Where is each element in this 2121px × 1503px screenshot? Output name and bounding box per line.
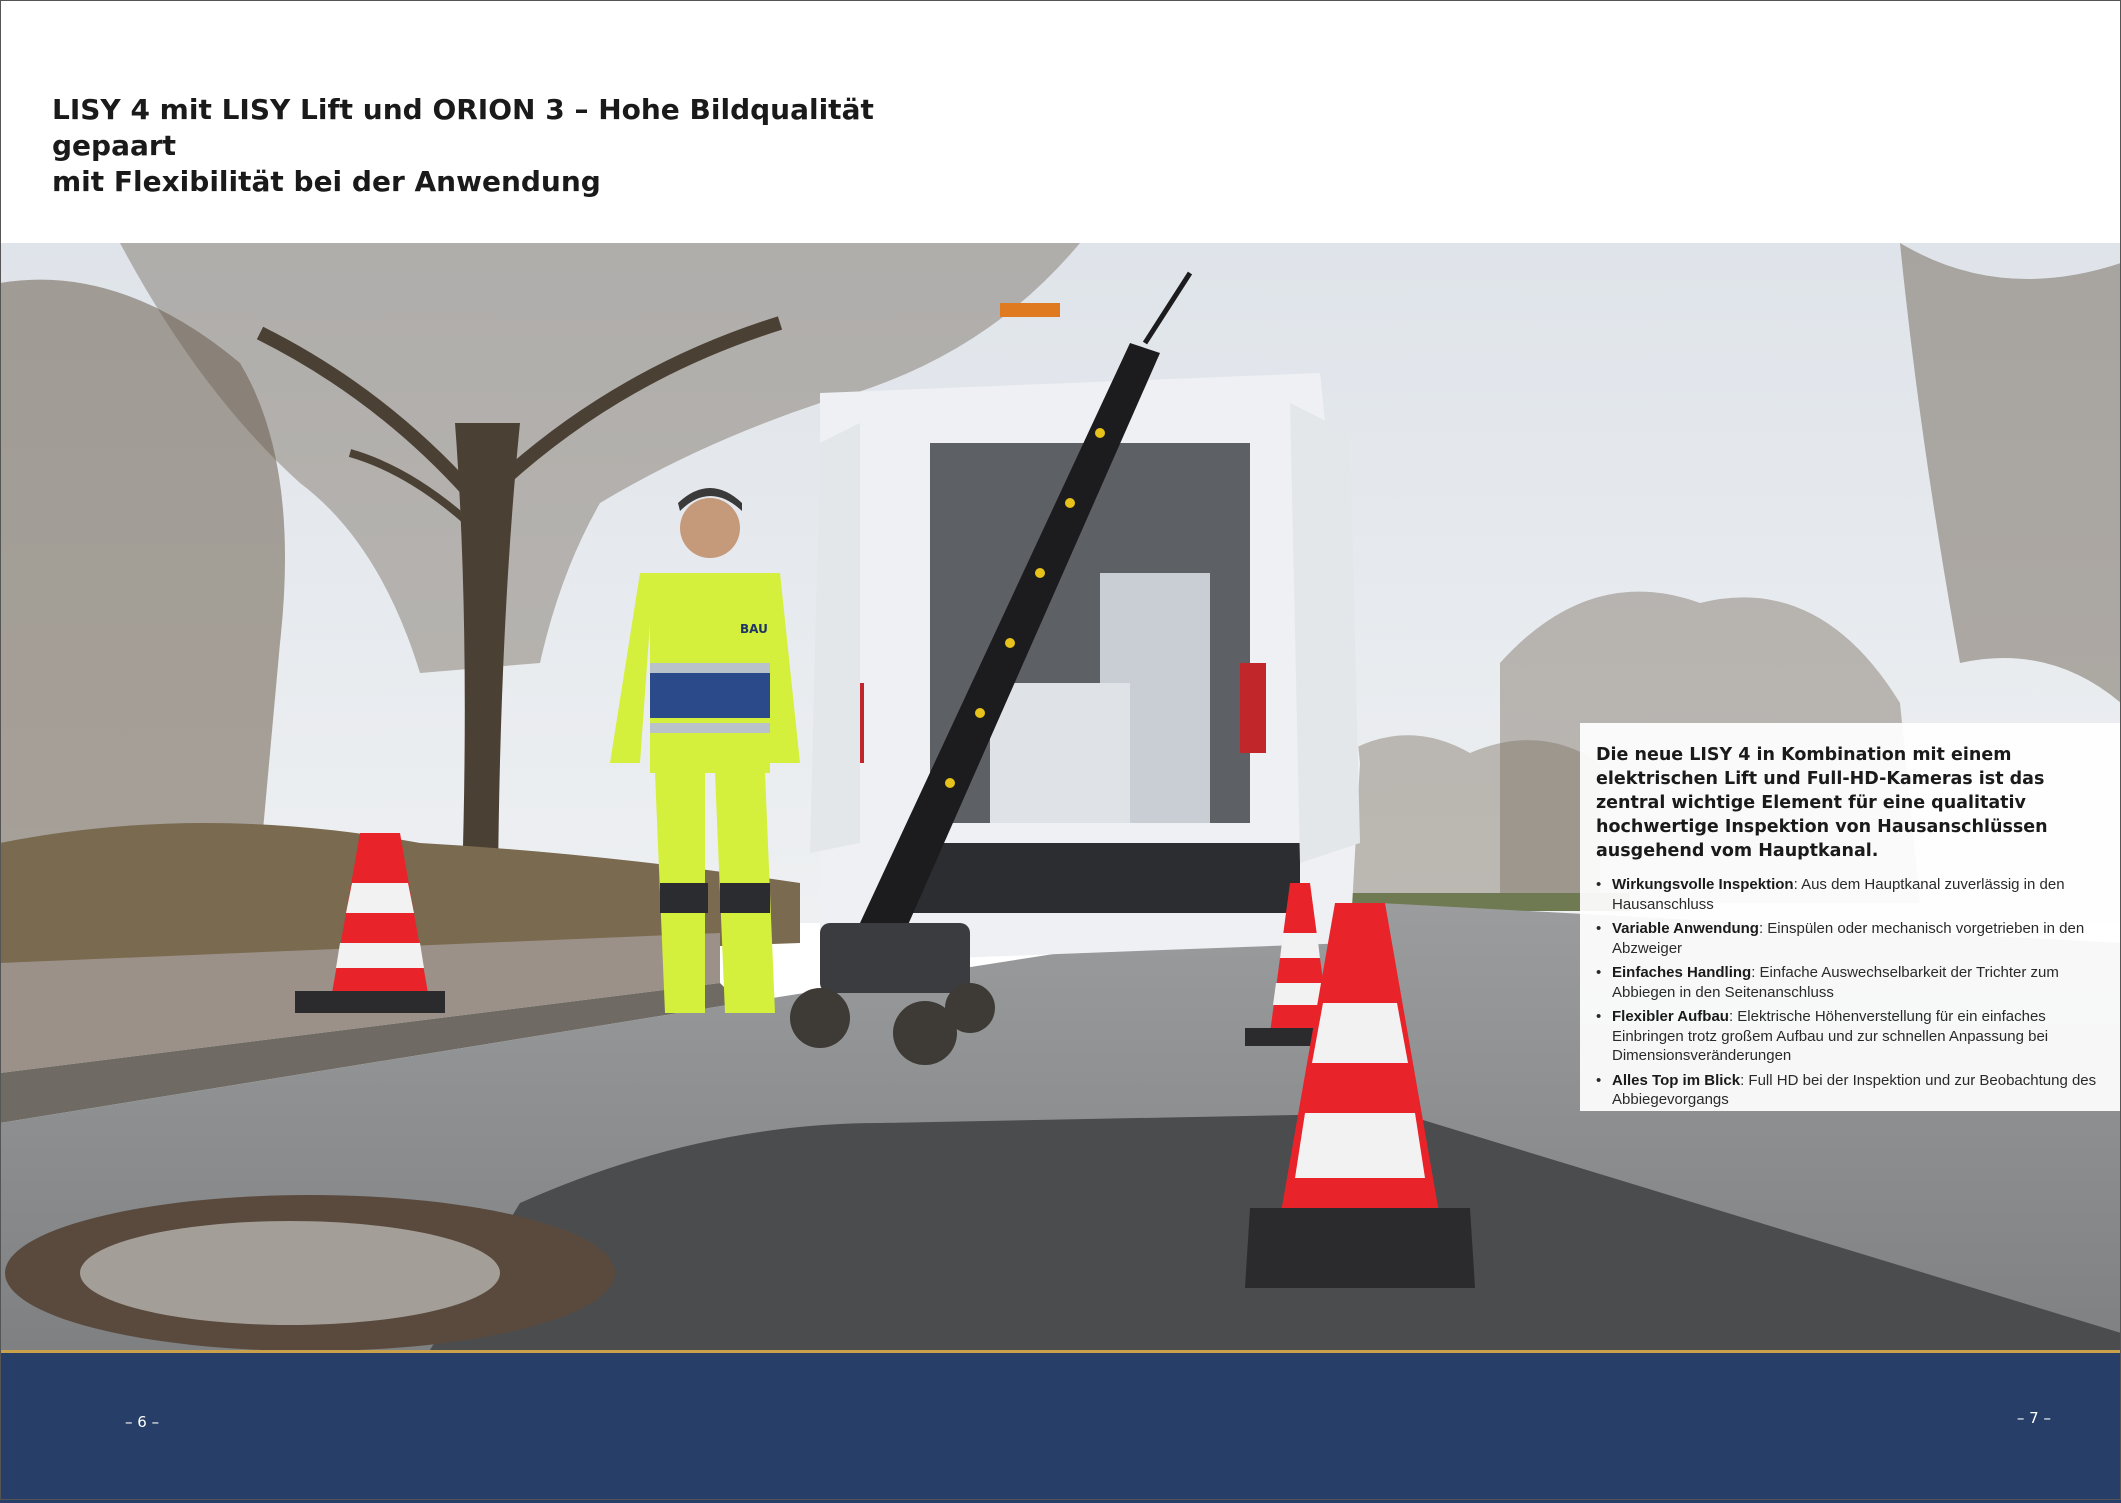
title-line-1: LISY 4 mit LISY Lift und ORION 3 – Hohe Bildqualität gepaart [52,93,874,162]
feature-text: : Elektrische Höhenverstellung für ein einfaches Einbringen trotz großem Aufbau und zur schnellen Anpassung bei Dimensionsveränderungen [1612,1008,2049,1064]
feature-item [1596,963,2097,1002]
feature-term: Einfaches Handling [1612,964,1752,981]
feature-item [1596,1071,2097,1110]
feature-text: : Einspülen oder mechanisch vorgetrieben in den Abzweiger [1612,920,2085,957]
feature-item [1596,919,2097,958]
page-number-left: – 6 – [125,1413,160,1431]
page-footer [0,1350,2121,1503]
feature-item [1596,1007,2097,1066]
feature-text: : Full HD bei der Inspektion und zur Beobachtung des Abbiegevorgangs [1612,1071,2097,1108]
feature-term: Variable Anwendung [1612,920,1759,937]
info-box [1580,723,2121,1111]
feature-term: Alles Top im Blick [1612,1071,1741,1089]
feature-item [1596,875,2097,914]
feature-text: : Einfache Auswechselbarkeit der Trichter zum Abbiegen in den Seitenanschluss [1612,964,2059,1001]
vest-logo: BAU [740,622,768,636]
info-lead: Die neue LISY 4 in Kombination mit einem elektrischen Lift und Full-HD-Kameras ist das zentral wichtige Element für eine qualitativ hochwertige Inspektion von Hausanschlüssen ausgehend vom Hauptkanal. [1596,745,2048,861]
feature-term: Flexibler Aufbau [1612,1008,1729,1025]
feature-text: : Aus dem Hauptkanal zuverlässig in den Hausanschluss [1612,876,2065,913]
page-number-right: – 7 – [2016,1409,2051,1427]
page-title [52,92,952,200]
feature-list [1596,875,2097,1110]
title-line-2: mit Flexibilität bei der Anwendung [52,165,601,198]
feature-term: Wirkungsvolle Inspektion [1612,876,1794,893]
